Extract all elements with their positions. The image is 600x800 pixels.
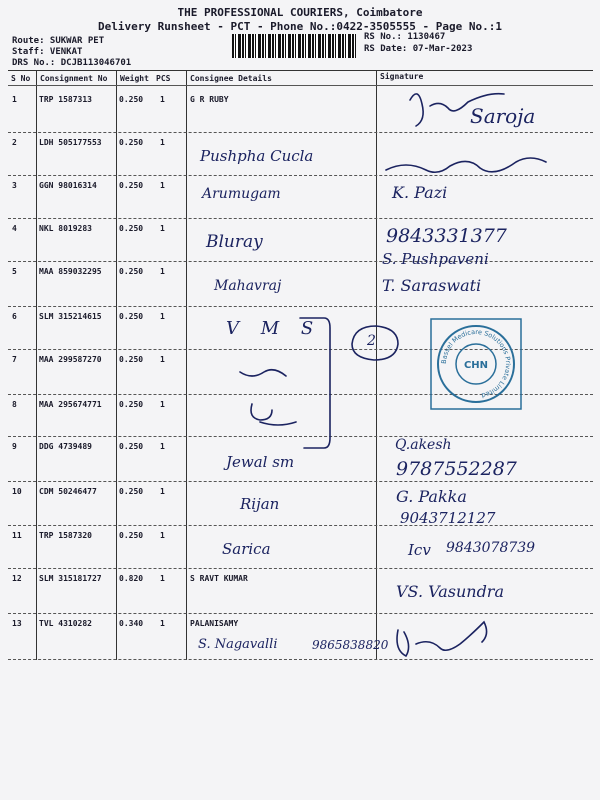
- phone-row-13: 9865838820: [312, 638, 389, 652]
- row-consignment-no: CDM 50246477: [39, 487, 97, 496]
- row-weight: 0.250: [119, 224, 144, 233]
- rs-date: RS Date: 07-Mar-2023: [364, 44, 473, 54]
- stamp-text: Bassel Medicare Solutions Private Limited: [439, 327, 513, 400]
- row-pcs: 1: [160, 487, 165, 496]
- row-weight: 0.250: [119, 267, 144, 276]
- row-pcs: 1: [160, 138, 165, 147]
- row-pcs: 1: [160, 312, 165, 321]
- row-consignment-no: TVL 4310282: [39, 619, 92, 628]
- phone-row-10: 9043712127: [400, 509, 496, 527]
- staff-label: Staff: VENKAT: [12, 47, 83, 57]
- row-consignee: G R RUBY: [190, 95, 229, 104]
- consignee-hw-row-11: Sarica: [222, 540, 271, 558]
- runsheet-subtitle: Delivery Runsheet - PCT - Phone No.:0422-3505555 - Page No.:1: [98, 20, 502, 33]
- row-consignment-no: MAA 859032295: [39, 267, 102, 276]
- row-sno: 11: [12, 531, 22, 540]
- row-consignment-no: DDG 4739489: [39, 442, 92, 451]
- row-weight: 0.250: [119, 95, 144, 104]
- consignee-hw-row-13: S. Nagavalli: [198, 637, 278, 652]
- row-consignee: PALANISAMY: [190, 619, 239, 628]
- company-title: THE PROFESSIONAL COURIERS, Coimbatore: [177, 6, 423, 19]
- row-pcs: 1: [160, 531, 165, 540]
- row-weight: 0.250: [119, 442, 144, 451]
- signature-row-11: Icv: [408, 541, 431, 559]
- row-consignment-no: NKL 8019283: [39, 224, 92, 233]
- signature-row-12: VS. Vasundra: [396, 582, 504, 601]
- row-weight: 0.250: [119, 181, 144, 190]
- row-consignee: S RAVT KUMAR: [190, 574, 248, 583]
- scribble-row-8: [251, 404, 296, 425]
- consignee-hw-row-10: Rijan: [240, 495, 280, 513]
- row-consignment-no: TRP 1587313: [39, 95, 92, 104]
- row-sno: 12: [12, 574, 22, 583]
- row-sno: 13: [12, 619, 22, 628]
- signature-scribble-row-1: [410, 94, 504, 126]
- row-weight: 0.340: [119, 619, 144, 628]
- bracket-row-6-8: [300, 318, 330, 448]
- row-weight: 0.250: [119, 355, 144, 364]
- row-sno: 5: [12, 267, 17, 276]
- row-sno: 2: [12, 138, 17, 147]
- signature-row-4: S. Pushpaveni: [382, 250, 489, 268]
- row-pcs: 1: [160, 442, 165, 451]
- phone-row-11: 9843078739: [446, 540, 536, 556]
- row-consignment-no: MAA 295674771: [39, 400, 102, 409]
- row-sno: 6: [12, 312, 17, 321]
- row-consignment-no: MAA 299587270: [39, 355, 102, 364]
- row-sno: 10: [12, 487, 22, 496]
- row-sno: 1: [12, 95, 17, 104]
- row-sno: 3: [12, 181, 17, 190]
- col-consignee: Consignee Details: [190, 74, 272, 83]
- col-signature: Signature: [380, 72, 424, 81]
- circle-mark: [352, 326, 398, 360]
- phone-row-9: 9787552287: [396, 458, 517, 480]
- col-pcs: PCS: [156, 74, 171, 83]
- consignee-hw-row-9: Jewal sm: [226, 453, 295, 471]
- row-pcs: 1: [160, 619, 165, 628]
- row-sno: 7: [12, 355, 17, 364]
- signature-row-10: G. Pakka: [396, 487, 467, 506]
- row-weight: 0.250: [119, 531, 144, 540]
- drs-number: DRS No.: DCJB113046701: [12, 58, 132, 68]
- consignee-hw-row-5: Mahavraj: [214, 278, 282, 294]
- phone-row-4: 9843331377: [386, 225, 507, 247]
- signature-row-5: T. Saraswati: [382, 276, 482, 295]
- stamp-center: CHN: [463, 360, 489, 371]
- consignee-hw-row-4: Bluray: [206, 232, 263, 252]
- row-pcs: 1: [160, 95, 165, 104]
- col-consignment: Consignment No: [40, 74, 108, 83]
- signature-scribble-row-2: [386, 158, 546, 172]
- consignee-hw-row-3: Arumugam: [202, 186, 281, 202]
- route-label: Route: SUKWAR PET: [12, 36, 105, 46]
- consignee-hw-row-6: V M S: [226, 318, 322, 339]
- row-weight: 0.250: [119, 400, 144, 409]
- row-pcs: 1: [160, 400, 165, 409]
- row-weight: 0.820: [119, 574, 144, 583]
- consignee-hw-row-2: Pushpha Cucla: [200, 147, 314, 165]
- row-consignment-no: SLM 315181727: [39, 574, 102, 583]
- row-pcs: 1: [160, 181, 165, 190]
- stamp-icon: [430, 318, 522, 410]
- row-sno: 9: [12, 442, 17, 451]
- row-consignment-no: LDH 505177553: [39, 138, 102, 147]
- row-consignment-no: GGN 98016314: [39, 181, 97, 190]
- row-consignment-no: SLM 315214615: [39, 312, 102, 321]
- row-weight: 0.250: [119, 487, 144, 496]
- signature-row-9: Q.akesh: [395, 437, 452, 453]
- rs-number: RS No.: 1130467: [364, 32, 446, 42]
- row-pcs: 1: [160, 355, 165, 364]
- row-weight: 0.250: [119, 312, 144, 321]
- col-weight: Weight: [120, 74, 149, 83]
- scribble-row-7: [240, 370, 286, 376]
- row-sno: 4: [12, 224, 17, 233]
- signature-row-1: Saroja: [470, 104, 536, 128]
- row-pcs: 1: [160, 574, 165, 583]
- row-pcs: 1: [160, 224, 165, 233]
- circled-mark: 2: [367, 333, 376, 349]
- signature-row-3: K. Pazi: [392, 183, 448, 202]
- signature-scribble-row-13: [397, 622, 487, 656]
- row-sno: 8: [12, 400, 17, 409]
- row-pcs: 1: [160, 267, 165, 276]
- col-sno: S No: [11, 74, 31, 83]
- company-stamp: [430, 318, 522, 410]
- row-weight: 0.250: [119, 138, 144, 147]
- row-consignment-no: TRP 1587320: [39, 531, 92, 540]
